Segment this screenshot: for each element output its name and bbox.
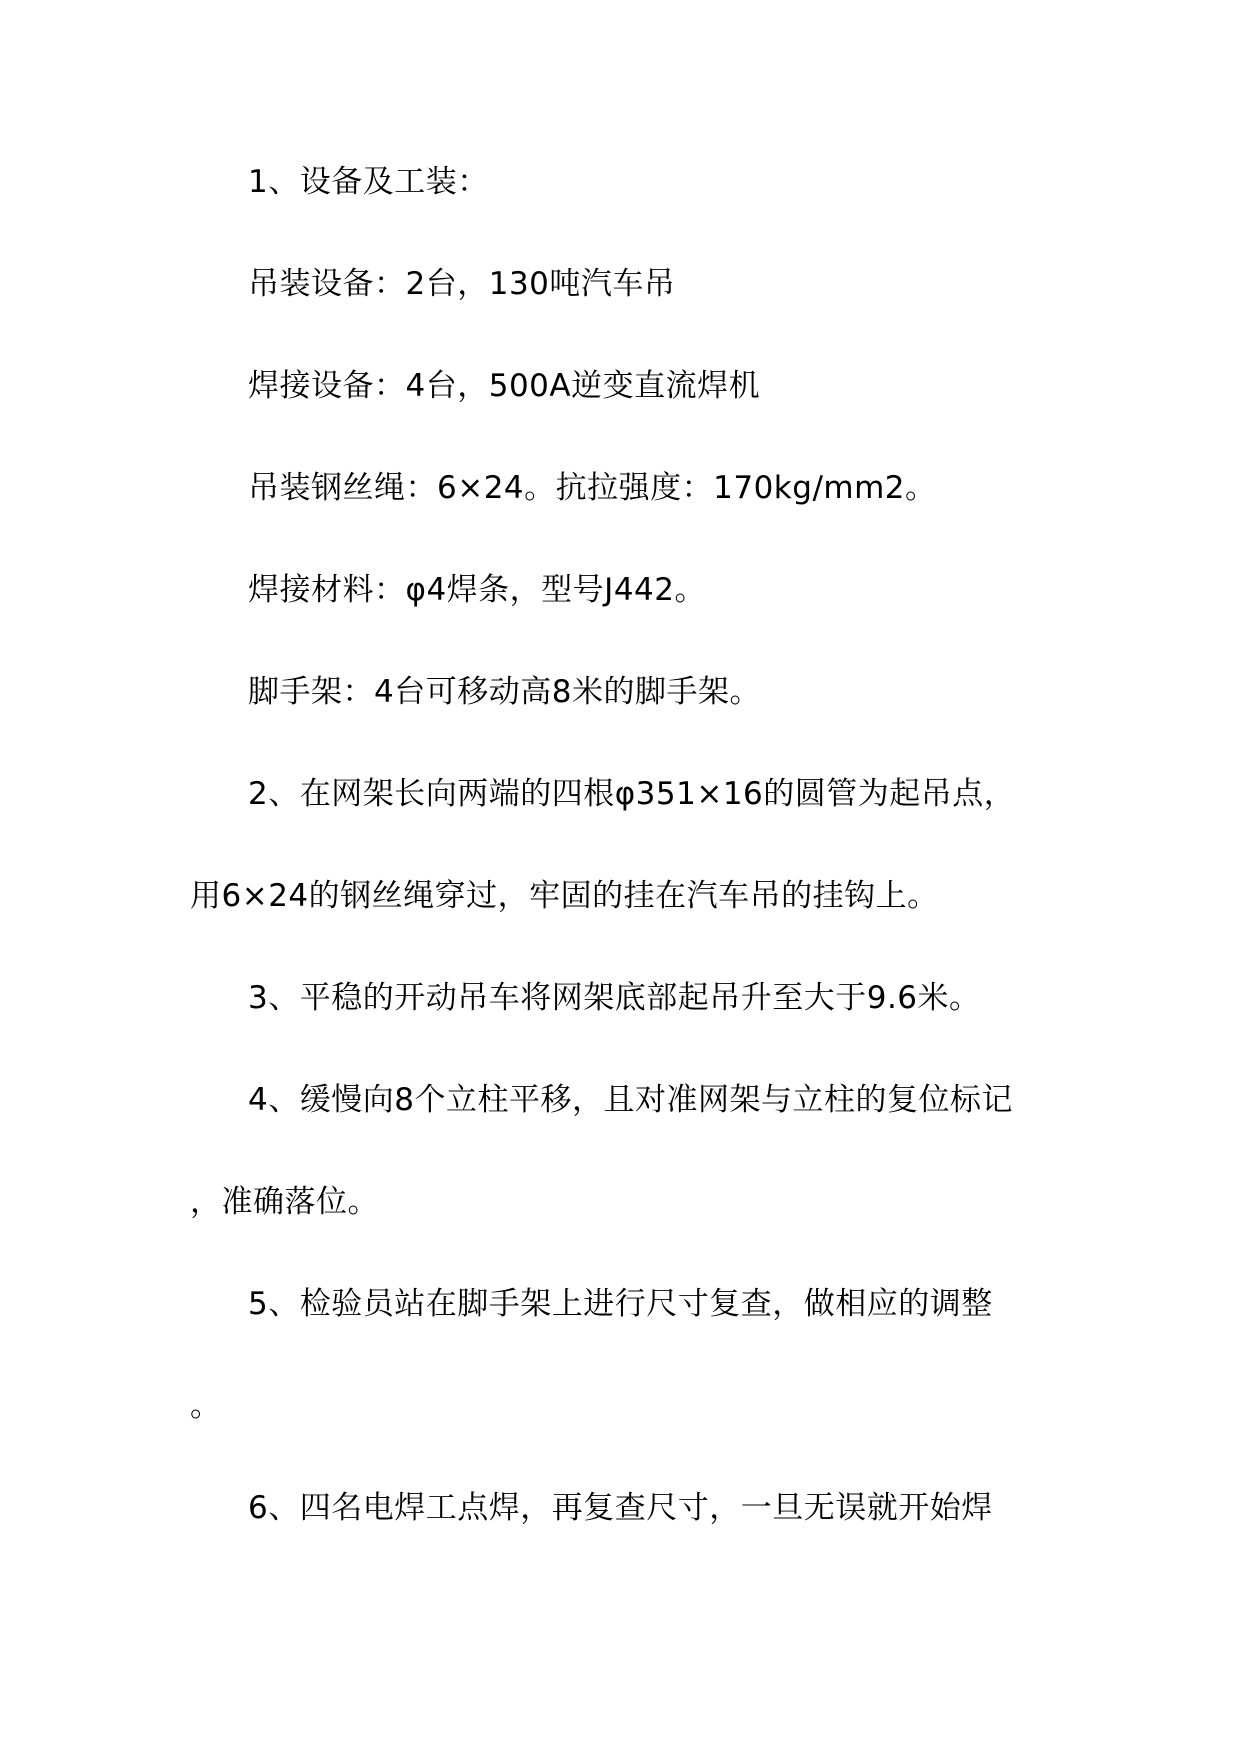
paragraph-line: 用6×24的钢丝绳穿过，牢固的挂在汽车吊的挂钩上。 (190, 878, 939, 914)
paragraph-line: 3、平稳的开动吊车将网架底部起吊升至大于9.6米。 (248, 980, 981, 1016)
paragraph-line: ，准确落位。 (190, 1184, 379, 1220)
paragraph-line: 6、四名电焊工点焊，再复查尺寸，一旦无误就开始焊 (248, 1490, 993, 1526)
paragraph-line: 5、检验员站在脚手架上进行尺寸复查，做相应的调整 (248, 1286, 993, 1322)
paragraph-line: 焊接材料：φ4焊条，型号J442。 (248, 572, 706, 608)
paragraph-line: 。 (190, 1388, 222, 1424)
paragraph-line: 焊接设备：4台，500A逆变直流焊机 (248, 368, 761, 404)
paragraph-line: 脚手架：4台可移动高8米的脚手架。 (248, 674, 761, 710)
paragraph-line: 2、在网架长向两端的四根φ351×16的圆管为起吊点， (248, 776, 1016, 812)
section-heading-equipment: 1、设备及工装： (248, 164, 489, 200)
paragraph-line: 吊装钢丝绳：6×24。抗拉强度：170kg/mm2。 (248, 470, 937, 506)
paragraph-line: 吊装设备：2台，130吨汽车吊 (248, 266, 676, 302)
paragraph-line: 4、缓慢向8个立柱平移，且对准网架与立柱的复位标记 (248, 1082, 1013, 1118)
